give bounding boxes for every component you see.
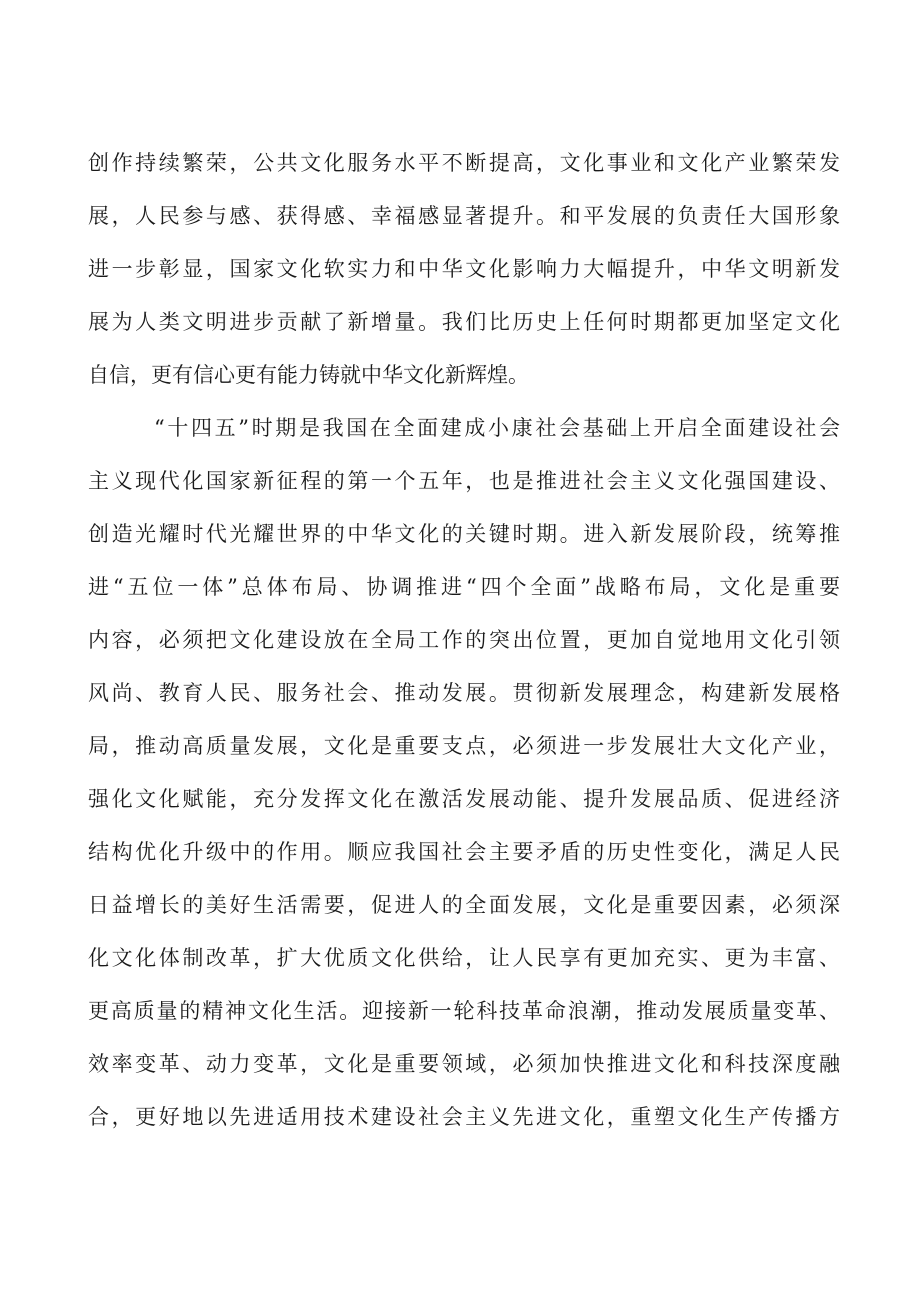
paragraph-2-line-3: 创造光耀时代光耀世界的中华文化的关键时期。进入新发展阶段，统筹推 [88, 522, 840, 546]
paragraph-1-line-4: 展为人类文明进步贡献了新增量。我们比历史上任何时期都更加坚定文化 [88, 310, 840, 334]
paragraph-2-line-2: 主义现代化国家新征程的第一个五年，也是推进社会主义文化强国建设、 [88, 469, 840, 493]
paragraph-2-line-12: 更高质量的精神文化生活。迎接新一轮科技革命浪潮，推动发展质量变革、 [88, 999, 840, 1023]
paragraph-2-line-10: 日益增长的美好生活需要，促进人的全面发展，文化是重要因素，必须深 [88, 893, 840, 917]
paragraph-2-line-9: 结构优化升级中的作用。顺应我国社会主要矛盾的历史性变化，满足人民 [88, 840, 840, 864]
paragraph-2-line-7: 局，推动高质量发展，文化是重要支点，必须进一步发展壮大文化产业， [88, 734, 840, 758]
paragraph-2-line-11: 化文化体制改革，扩大优质文化供给，让人民享有更加充实、更为丰富、 [88, 946, 840, 970]
paragraph-2-line-8: 强化文化赋能，充分发挥文化在激活发展动能、提升发展品质、促进经济 [88, 787, 840, 811]
paragraph-1-line-3: 进一步彰显，国家文化软实力和中华文化影响力大幅提升，中华文明新发 [88, 257, 840, 281]
paragraph-2-line-4: 进“五位一体”总体布局、协调推进“四个全面”战略布局，文化是重要 [88, 575, 840, 599]
paragraph-2-line-14: 合，更好地以先进适用技术建设社会主义先进文化，重塑文化生产传播方 [88, 1105, 840, 1129]
paragraph-2-line-5: 内容，必须把文化建设放在全局工作的突出位置，更加自觉地用文化引领 [88, 628, 840, 652]
paragraph-1-line-2: 展，人民参与感、获得感、幸福感显著提升。和平发展的负责任大国形象 [88, 204, 840, 228]
paragraph-1-line-1: 创作持续繁荣，公共文化服务水平不断提高，文化事业和文化产业繁荣发 [88, 151, 840, 175]
paragraph-1-line-5: 自信，更有信心更有能力铸就中华文化新辉煌。 [88, 363, 529, 387]
paragraph-2-line-1: “十四五”时期是我国在全面建成小康社会基础上开启全面建设社会 [154, 416, 840, 440]
paragraph-2-line-6: 风尚、教育人民、服务社会、推动发展。贯彻新发展理念，构建新发展格 [88, 681, 840, 705]
paragraph-2-line-13: 效率变革、动力变革，文化是重要领域，必须加快推进文化和科技深度融 [88, 1052, 840, 1076]
